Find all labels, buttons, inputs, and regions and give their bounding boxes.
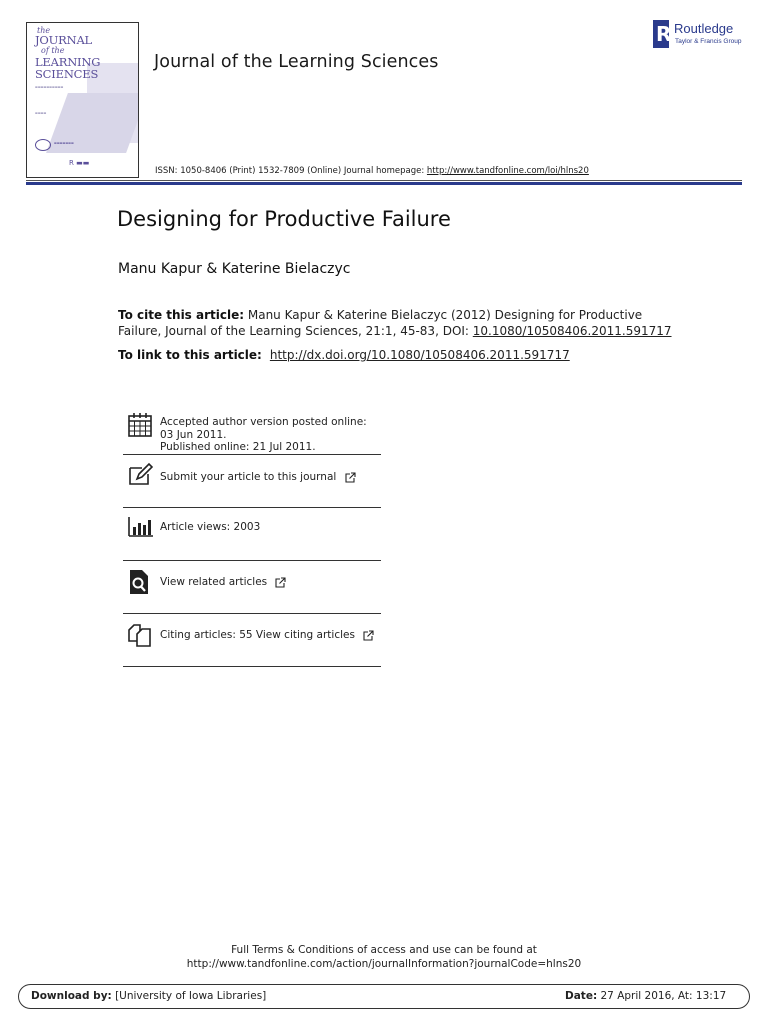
edit-icon [127, 462, 153, 488]
cover-society-logo [35, 139, 51, 151]
document-search-icon [127, 569, 153, 595]
doi-link[interactable]: 10.1080/10508406.2011.591717 [472, 324, 672, 338]
cover-fine-print: ▬▬▬▬▬▬▬ [54, 141, 74, 145]
cite-text: Manu Kapur & Katerine Bielaczyc (2012) Designing for Productive Failure, Journal of the Learning Sciences, 21:1, 45-83, DOI: [118, 308, 643, 338]
calendar-icon [127, 412, 153, 438]
download-by [31, 990, 266, 1002]
citing-articles-link[interactable]: Citing articles: 55 View citing articles [160, 629, 355, 641]
related-articles-link[interactable]: View related articles [160, 576, 268, 588]
article-views: Article views: 2003 [160, 521, 261, 533]
cover-publisher-mark: R ▬▬ [69, 159, 90, 167]
header-divider [26, 180, 742, 181]
publisher-subtitle: Taylor & Francis Group [675, 38, 742, 45]
routledge-logo [653, 20, 753, 50]
article-link-line [118, 348, 570, 362]
publication-dates-row [123, 408, 381, 455]
download-label: Download by: [31, 990, 112, 1002]
article-title: Designing for Productive Failure [117, 207, 451, 231]
article-doi-url-link[interactable]: http://dx.doi.org/10.1080/10508406.2011.591717 [269, 348, 570, 362]
link-label: To link to this article: [118, 348, 267, 362]
terms-line: Full Terms & Conditions of access and use can be found at [231, 944, 537, 956]
publisher-name: Routledge [674, 21, 734, 36]
cover-fine-print: ▬▬▬▬ [35, 111, 47, 115]
issn-line [155, 166, 589, 176]
citing-documents-icon [127, 622, 153, 648]
journal-cover-image [26, 22, 139, 178]
terms-notice [0, 943, 768, 971]
issn-text: ISSN: 1050-8406 (Print) 1532-7809 (Online) Journal homepage: [155, 166, 427, 176]
date-label: Date: [565, 990, 598, 1002]
bar-chart-icon [127, 514, 153, 540]
article-authors: Manu Kapur & Katerine Bielaczyc [118, 261, 351, 277]
cover-text: LEARNING [35, 55, 101, 69]
related-articles-row[interactable] [123, 561, 381, 614]
related-articles-text [160, 576, 380, 589]
date-value: 27 April 2016, At: 13:17 [597, 990, 727, 1002]
header-divider-thick [26, 182, 742, 185]
journal-homepage-link[interactable]: http://www.tandfonline.com/loi/hlns20 [426, 166, 589, 176]
cite-label: To cite this article: [118, 308, 245, 322]
submit-article-row[interactable] [123, 455, 381, 508]
cover-text: JOURNAL [35, 33, 92, 47]
external-link-icon [275, 577, 286, 588]
submit-article-link[interactable]: Submit your article to this journal [160, 471, 337, 483]
routledge-r-icon: R [653, 20, 669, 48]
external-link-icon [345, 472, 356, 483]
published-date: Published online: 21 Jul 2011. [160, 441, 316, 453]
cover-text: of the [41, 46, 65, 55]
citing-articles-text [160, 629, 380, 642]
journal-title: Journal of the Learning Sciences [154, 52, 439, 72]
accepted-date: Accepted author version posted online: 03 Jun 2011. [160, 416, 367, 441]
cover-fine-print: ▬▬▬▬▬▬▬▬▬▬ [35, 85, 64, 89]
citation-block [118, 307, 678, 339]
terms-url-link[interactable]: http://www.tandfonline.com/action/journalInformation?journalCode=hlns20 [186, 958, 582, 970]
article-views-row [123, 508, 381, 561]
submit-article-text [160, 471, 380, 484]
download-value: [University of Iowa Libraries] [111, 990, 267, 1002]
cover-text: the [37, 26, 51, 35]
cover-text: SCIENCES [35, 67, 99, 81]
citing-articles-row[interactable] [123, 614, 381, 667]
download-date [565, 990, 726, 1002]
publication-dates [160, 416, 380, 454]
download-info-bar [18, 984, 750, 1009]
external-link-icon [363, 630, 374, 641]
